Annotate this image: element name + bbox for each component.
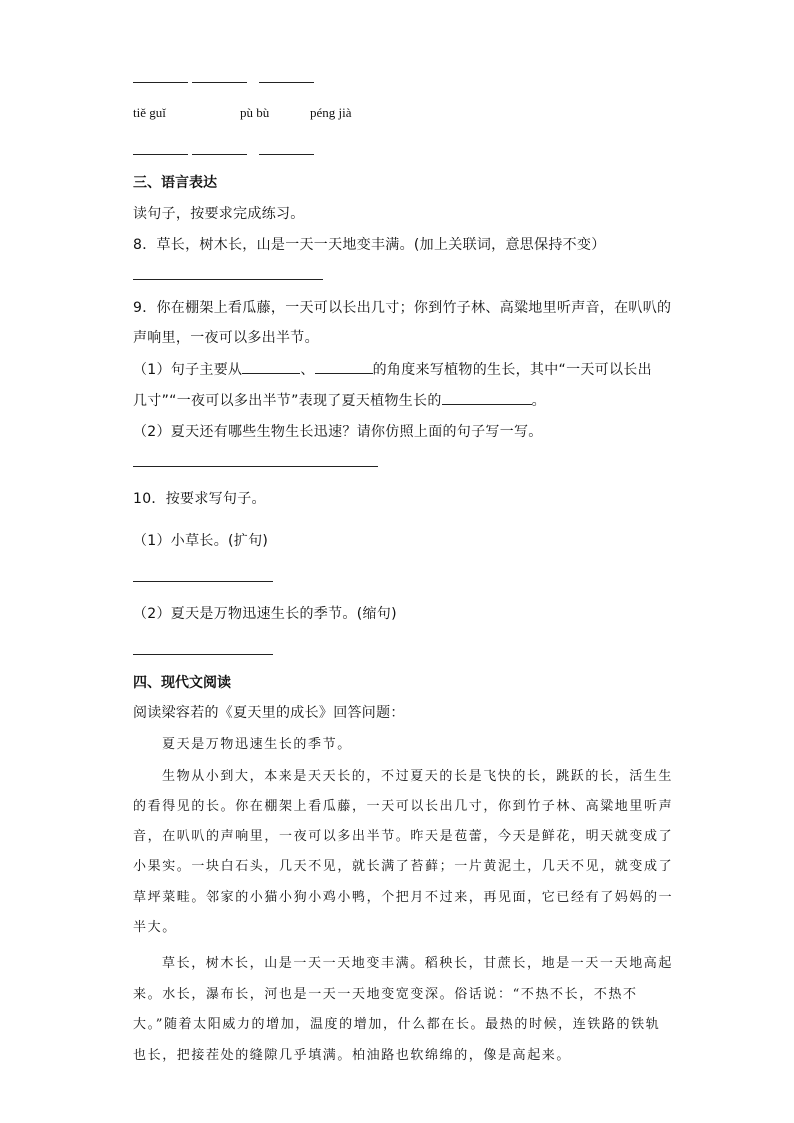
q9-1-text-d: 几寸”“一夜可以多出半节”表现了夏天植物生长的: [133, 393, 442, 409]
passage-line: 音，在叭叭的声响里，一夜可以多出半节。昨天是苞蕾，今天是鲜花，明天就变成了: [133, 829, 674, 844]
q9-1-text-b: 、: [300, 362, 315, 378]
section-intro: 读句子，按要求完成练习。: [133, 206, 305, 222]
question-9-line1: 9．你在棚架上看瓜藤，一天可以长出几寸；你到竹子林、高粱地里听声音，在叭叭的: [133, 300, 672, 316]
q9-1-text-a: （1）句子主要从: [133, 362, 243, 378]
answer-line-q9-2[interactable]: [133, 466, 378, 467]
passage-line: 小果实。一块白石头，几天不见，就长满了苔藓；一片黄泥土，几天不见，就变成了: [133, 859, 674, 874]
section-intro: 阅读梁容若的《夏天里的成长》回答问题：: [133, 705, 405, 721]
question-8: 8．草长，树木长，山是一天一天地变丰满。(加上关联词，意思保持不变）: [133, 237, 606, 253]
q9-1-text-c: 的角度来写植物的生长，其中“一天可以长出: [372, 362, 652, 378]
passage-line: 也长，把接茬处的缝隙几乎填满。柏油路也软绵绵的，像是高起来。: [133, 1048, 572, 1063]
passage-line: 草坪菜畦。邻家的小猫小狗小鸡小鸭，个把月不过来，再见面，它已经有了妈妈的一: [133, 890, 674, 905]
answer-line[interactable]: [192, 154, 247, 155]
passage-line: 大。”随着太阳威力的增加，温度的增加，什么都在长。最热的时候，连铁路的铁轨: [133, 1017, 661, 1032]
passage-line: 来。水长，瀑布长，河也是一天一天地变宽变深。俗话说：“不热不长，不热不: [133, 987, 638, 1002]
answer-line[interactable]: [192, 82, 247, 83]
answer-blank[interactable]: [315, 359, 373, 374]
answer-line[interactable]: [133, 82, 188, 83]
pinyin-pengjia: péng jià: [310, 105, 352, 120]
question-10-1: （1）小草长。(扩句): [133, 533, 269, 549]
pinyin-tiegui: tiě guǐ: [133, 105, 166, 120]
answer-line-q10-1[interactable]: [133, 581, 273, 582]
passage-line: 半大。: [133, 920, 177, 935]
answer-blank[interactable]: [242, 359, 300, 374]
section-heading: 四、现代文阅读: [133, 675, 231, 691]
question-10-2: （2）夏天是万物迅速生长的季节。(缩句): [133, 606, 397, 622]
answer-line-q8[interactable]: [133, 279, 323, 280]
q9-1-text-e: 。: [531, 393, 546, 409]
question-9-1-line1: [133, 359, 652, 379]
section-heading: 三、语言表达: [133, 175, 217, 191]
answer-blank[interactable]: [442, 390, 532, 405]
passage-line: 的看得见的长。你在棚架上看瓜藤，一天可以长出几寸，你到竹子林、高粱地里听声: [133, 799, 674, 814]
passage-line: 草长，树木长，山是一天一天地变丰满。稻秧长，甘蔗长，地是一天一天地高起: [162, 956, 674, 971]
question-9-1-line2: [133, 390, 546, 410]
answer-line-q10-2[interactable]: [133, 654, 273, 655]
question-10: 10．按要求写句子。: [133, 491, 266, 507]
question-9-2: （2）夏天还有哪些生物生长迅速？请你仿照上面的句子写一写。: [133, 424, 543, 440]
passage-paragraph-1: 夏天是万物迅速生长的季节。: [162, 737, 352, 752]
pinyin-pubu: pù bù: [240, 105, 270, 120]
answer-line[interactable]: [133, 154, 188, 155]
question-9-line2: 声响里，一夜可以多出半节。: [133, 330, 319, 346]
answer-line[interactable]: [259, 82, 314, 83]
passage-line: 生物从小到大，本来是天天长的，不过夏天的长是飞快的长，跳跃的长，活生生: [162, 769, 674, 784]
answer-line[interactable]: [259, 154, 314, 155]
